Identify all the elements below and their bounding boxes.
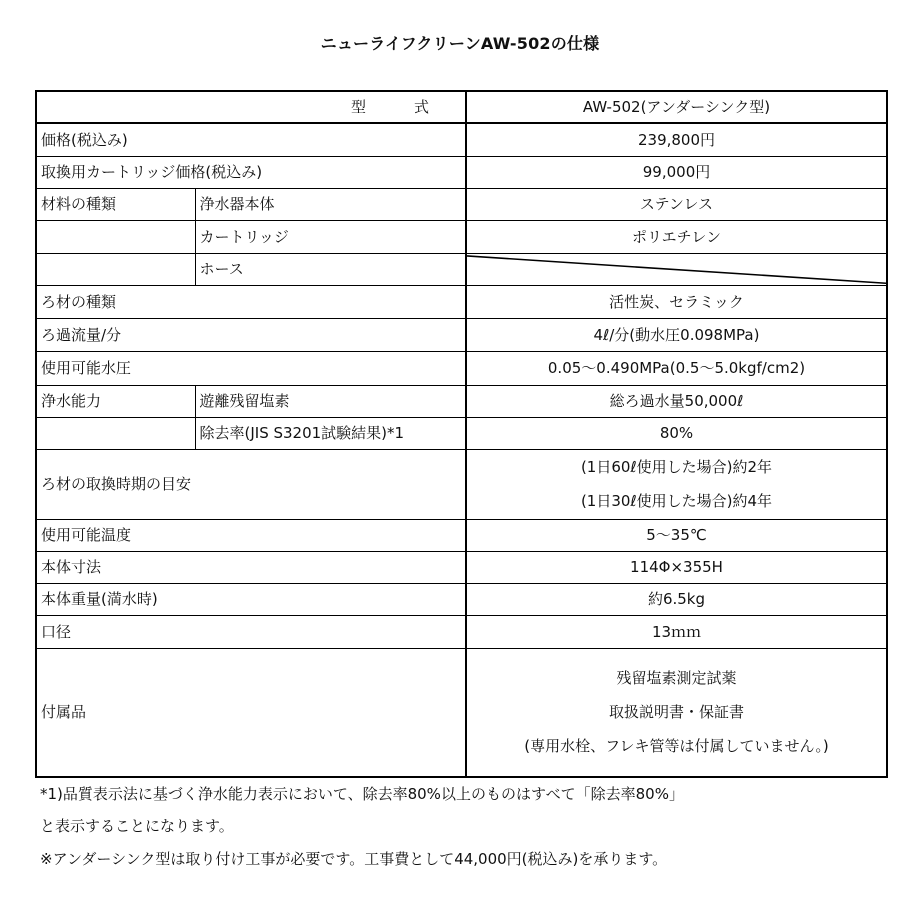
table-row — [36, 551, 887, 583]
temperature-value: 5～35℃ — [466, 519, 887, 551]
materials-empty-cell — [36, 253, 195, 285]
accessories-line-2: 取扱説明書・保証書 — [608, 703, 744, 722]
temperature-label: 使用可能温度 — [36, 519, 466, 551]
capacity-removal-label: 除去率(JIS S3201試験結果)*1 — [195, 417, 466, 449]
accessories-line-1: 残留塩素測定試薬 — [616, 669, 737, 688]
table-row — [36, 417, 887, 449]
capacity-removal-value: 80% — [466, 417, 887, 449]
capacity-chlorine-value: 総ろ過水量50,000ℓ — [466, 385, 887, 417]
weight-label: 本体重量(満水時) — [36, 584, 466, 616]
weight-value: 約6.5kg — [466, 584, 887, 616]
table-row — [36, 189, 887, 221]
table-row — [36, 450, 887, 520]
spec-table — [35, 90, 888, 778]
cartridge-price-label: 取換用カートリッジ価格(税込み) — [36, 156, 466, 188]
replacement-line-1: (1日60ℓ使用した場合)約2年 — [580, 458, 773, 477]
table-row — [36, 385, 887, 417]
table-row — [36, 123, 887, 156]
materials-label: 材料の種類 — [36, 189, 195, 221]
materials-cartridge-label: カートリッジ — [195, 221, 466, 253]
accessories-value — [466, 648, 887, 777]
footnote-1-line-1: *1)品質表示法に基づく浄水能力表示において、除去率80%以上のものはすべて「除去率80%」 — [40, 785, 684, 803]
table-row — [36, 648, 887, 777]
header-label-a: 型 — [350, 97, 368, 116]
dimensions-value: 114Φ×355H — [466, 551, 887, 583]
capacity-chlorine-label: 遊離残留塩素 — [195, 385, 466, 417]
flow-rate-label: ろ過流量/分 — [36, 319, 466, 352]
materials-body-label: 浄水器本体 — [195, 189, 466, 221]
accessories-label: 付属品 — [36, 648, 466, 777]
price-label: 価格(税込み) — [36, 123, 466, 156]
caliber-value: 13ｍｍ — [466, 616, 887, 648]
replacement-value — [466, 450, 887, 520]
materials-hose-label: ホース — [195, 253, 466, 285]
table-row — [36, 156, 887, 188]
capacity-label: 浄水能力 — [36, 385, 195, 417]
header-value: AW-502(アンダーシンク型) — [466, 91, 887, 123]
filter-type-value: 活性炭、セラミック — [466, 285, 887, 318]
table-row — [36, 352, 887, 385]
page-title: ニューライフクリーンAW-502の仕様 — [320, 34, 600, 53]
materials-body-value: ステンレス — [466, 189, 887, 221]
table-row — [36, 319, 887, 352]
header-label — [36, 91, 466, 123]
caliber-label: 口径 — [36, 616, 466, 648]
materials-hose-value — [466, 253, 887, 285]
table-row — [36, 616, 887, 648]
header-row — [36, 91, 887, 123]
pressure-value: 0.05～0.490MPa(0.5～5.0kgf/cm2) — [466, 352, 887, 385]
footnote-2: ※アンダーシンク型は取り付け工事が必要です。工事費として44,000円(税込み)を承ります。 — [40, 850, 668, 868]
capacity-empty-cell — [36, 417, 195, 449]
accessories-line-3: (専用水栓、フレキ管等は付属していません。) — [524, 737, 829, 756]
header-label-b: 式 — [413, 97, 431, 116]
filter-type-label: ろ材の種類 — [36, 285, 466, 318]
replacement-line-2: (1日30ℓ使用した場合)約4年 — [580, 492, 773, 511]
table-row — [36, 519, 887, 551]
table-row — [36, 253, 887, 285]
flow-rate-value: 4ℓ/分(動水圧0.098MPa) — [466, 319, 887, 352]
dimensions-label: 本体寸法 — [36, 551, 466, 583]
diagonal-slash — [467, 254, 886, 285]
replacement-label: ろ材の取換時期の目安 — [36, 450, 466, 520]
footnote-1-line-2: と表示することになります。 — [40, 817, 234, 835]
pressure-label: 使用可能水圧 — [36, 352, 466, 385]
cartridge-price-value: 99,000円 — [466, 156, 887, 188]
materials-cartridge-value: ポリエチレン — [466, 221, 887, 253]
table-row — [36, 285, 887, 318]
table-row — [36, 221, 887, 253]
materials-empty-cell — [36, 221, 195, 253]
price-value: 239,800円 — [466, 123, 887, 156]
table-row — [36, 584, 887, 616]
